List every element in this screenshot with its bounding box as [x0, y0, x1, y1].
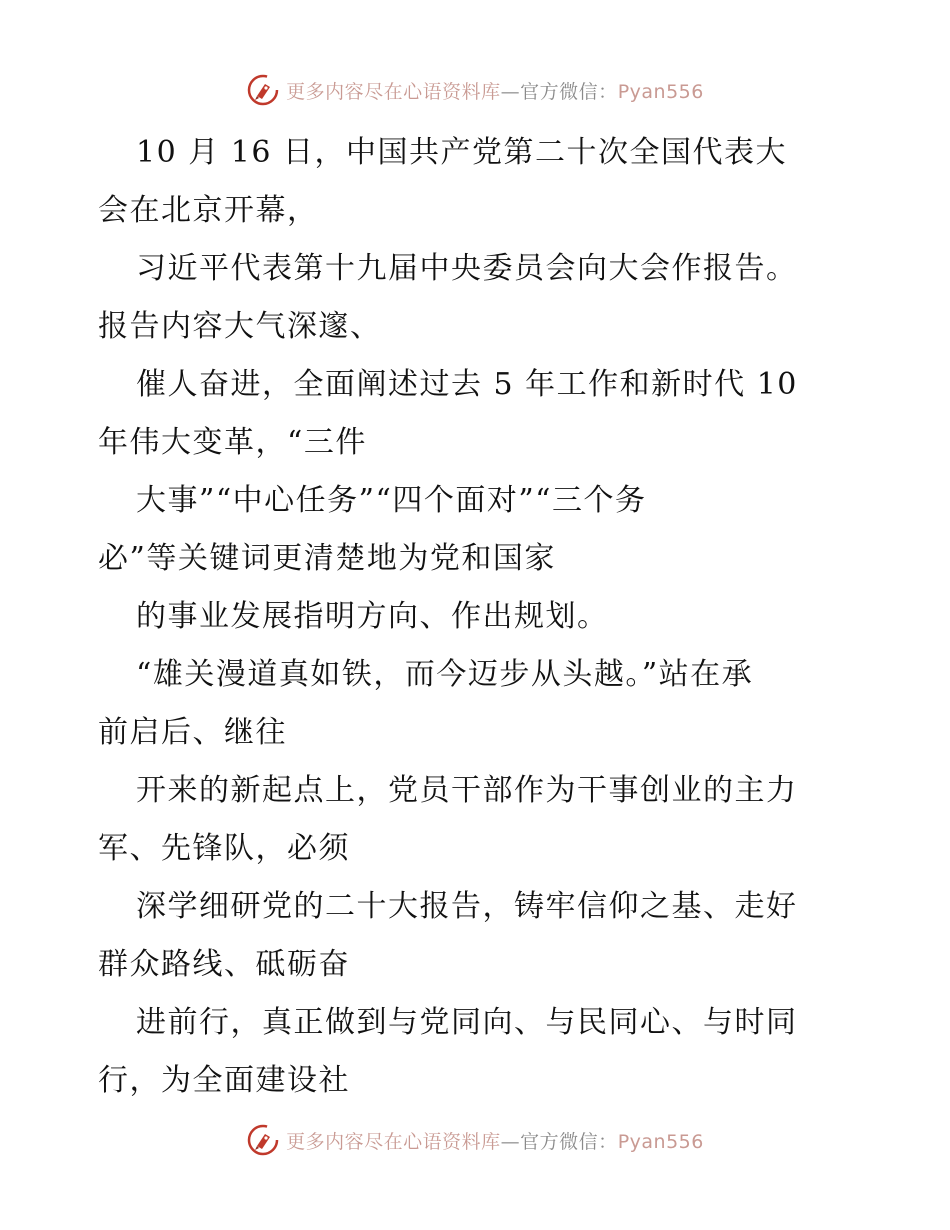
- watermark-main: 更多内容尽在心语资料库: [286, 80, 501, 103]
- body-line: 催人奋进，全面阐述过去 5 年工作和新时代 10: [136, 367, 798, 402]
- body-line: 10 月 16 日，中国共产党第二十次全国代表大: [136, 135, 787, 170]
- document-body: [98, 124, 858, 1110]
- body-line: 群众路线、砥砺奋: [98, 947, 350, 982]
- body-line: 深学细研党的二十大报告，铸牢信仰之基、走好: [136, 889, 798, 924]
- watermark-wechat-id: Pyan556: [617, 80, 704, 103]
- body-line: 的事业发展指明方向、作出规划。: [136, 599, 609, 634]
- body-line: 军、先锋队，必须: [98, 831, 350, 866]
- watermark-text: [286, 77, 704, 104]
- body-line: 习近平代表第十九届中央委员会向大会作报告。: [136, 251, 798, 286]
- body-line: 年伟大变革，“三件: [98, 425, 367, 460]
- body-line: 会在北京开幕，: [98, 193, 319, 228]
- body-line: 进前行，真正做到与党同向、与民同心、与时同: [136, 1005, 798, 1040]
- pen-nib-logo-icon: [246, 73, 280, 107]
- body-line: 报告内容大气深邃、: [98, 309, 382, 344]
- watermark-contact-label: 官方微信：: [520, 80, 618, 103]
- footer-watermark: [0, 1120, 950, 1160]
- watermark-dash: —: [500, 80, 521, 103]
- body-line: 前启后、继往: [98, 715, 287, 750]
- body-line: “雄关漫道真如铁，而今迈步从头越。”站在承: [136, 657, 754, 692]
- body-line: 行，为全面建设社: [98, 1063, 350, 1098]
- header-watermark: [0, 70, 950, 110]
- watermark-contact-label: 官方微信：: [520, 1130, 618, 1153]
- watermark-text: [286, 1127, 704, 1154]
- watermark-main: 更多内容尽在心语资料库: [286, 1130, 501, 1153]
- body-line: 开来的新起点上，党员干部作为干事创业的主力: [136, 773, 798, 808]
- pen-nib-logo-icon: [246, 1123, 280, 1157]
- body-line: 必”等关键词更清楚地为党和国家: [98, 541, 556, 576]
- watermark-wechat-id: Pyan556: [617, 1130, 704, 1153]
- body-line: 大事”“中心任务”“四个面对”“三个务: [136, 483, 647, 518]
- watermark-dash: —: [500, 1130, 521, 1153]
